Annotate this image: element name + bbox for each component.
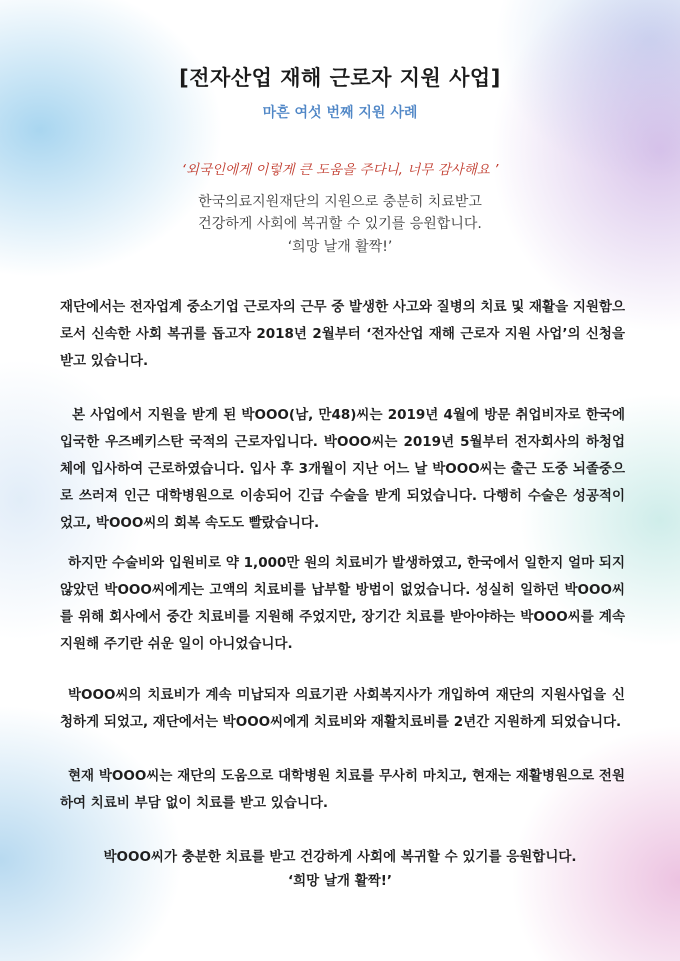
intro-line-3: ‘희망 날개 활짝!’	[287, 239, 393, 255]
closing-message: 박OOO씨가 충분한 치료를 받고 건강하게 사회에 복귀할 수 있기를 응원합니다.	[103, 849, 577, 865]
paragraph-program-intro: 재단에서는 전자업계 중소기업 근로자의 근무 중 발생한 사고와 질병의 치료 및 재활을 지원함으로서 신속한 사회 복귀를 돕고자 2018년 2월부터 ‘전자산업 재해 근로자 지원 사업’의 신청을 받고 있습니다.	[60, 299, 625, 369]
page-subtitle: 마흔 여섯 번째 지원 사례	[262, 105, 418, 121]
highlight-quote: ‘외국인에게 이렇게 큰 도움을 주다니, 너무 감사해요 ’	[181, 162, 499, 178]
paragraph-foundation-support: 박OOO씨의 치료비가 계속 미납되자 의료기관 사회복지사가 개입하여 재단의 지원사업을 신청하게 되었고, 재단에서는 박OOO씨에게 치료비와 재활치료비를 2년간 지원하게 되었습니다.	[60, 687, 625, 730]
paragraph-current-status: 현재 박OOO씨는 재단의 도움으로 대학병원 치료를 무사히 마치고, 현재는 재활병원으로 전원 하여 치료비 부담 없이 치료를 받고 있습니다.	[60, 768, 625, 811]
intro-line-2: 건강하게 사회에 복귀할 수 있기를 응원합니다.	[198, 216, 482, 232]
intro-line-1: 한국의료지원재단의 지원으로 충분히 치료받고	[198, 194, 482, 210]
paragraph-case-background: 본 사업에서 지원을 받게 된 박OOO(남, 만48)씨는 2019년 4월에 방문 취업비자로 한국에 입국한 우즈베키스탄 국적의 근로자입니다. 박OOO씨는 2019년 5월부터 전자회사의 하청업체에 입사하여 근로하였습니다. 입사 후 3개월이 지난 어느 날 박OOO씨는 출근 도중 뇌졸중으로 쓰러져 인근 대학병원으로 이송되어 긴급 수술을 받게 되었습니다. 다행히 수술은 성공적이었고, 박OOO씨의 회복 속도도 빨랐습니다.	[60, 407, 625, 531]
paragraph-financial-hardship: 하지만 수술비와 입원비로 약 1,000만 원의 치료비가 발생하였고, 한국에서 일한지 얼마 되지 않았던 박OOO씨에게는 고액의 치료비를 납부할 방법이 없었습니다. 성실히 일하던 박OOO씨를 위해 회사에서 중간 치료비를 지원해 주었지만, 장기간 치료를 받아야하는 박OOO씨를 계속 지원해 주기란 쉬운 일이 아니었습니다.	[60, 555, 625, 652]
page-title: [전자산업 재해 근로자 지원 사업]	[179, 66, 501, 90]
closing-slogan: ‘희망 날개 활짝!’	[287, 873, 393, 889]
